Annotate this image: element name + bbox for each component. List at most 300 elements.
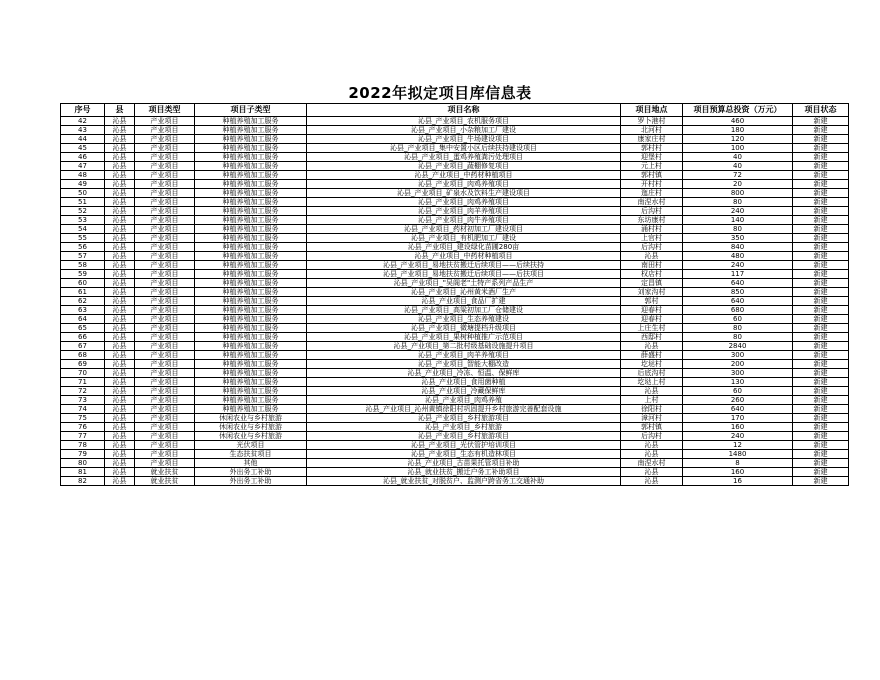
cell-index: 81 [61, 468, 105, 477]
cell-budget: 850 [683, 288, 793, 297]
cell-location: 南田村 [621, 261, 683, 270]
cell-project-name: 沁县_产业项目_有机肥加工厂建设 [307, 234, 621, 243]
cell-status: 新建 [793, 189, 849, 198]
cell-location: 后底沟村 [621, 369, 683, 378]
cell-location: 徐阳村 [621, 405, 683, 414]
table-row [61, 252, 849, 261]
cell-county: 沁县 [105, 387, 135, 396]
cell-budget: 12 [683, 441, 793, 450]
cell-county: 沁县 [105, 189, 135, 198]
cell-project-name: 沁县_就业扶贫_搬迁户务工补助项目 [307, 468, 621, 477]
cell-index: 46 [61, 153, 105, 162]
cell-index: 54 [61, 225, 105, 234]
cell-budget: 80 [683, 324, 793, 333]
cell-project-subtype: 种植养殖加工服务 [195, 234, 307, 243]
cell-project-subtype: 种植养殖加工服务 [195, 180, 307, 189]
cell-project-name: 沁县_产业项目_蛋鸡养殖粪污处理项目 [307, 153, 621, 162]
cell-project-name: 沁县_产业项目_蔬棚修复项目 [307, 162, 621, 171]
col-header-project-type: 项目类型 [135, 104, 195, 117]
cell-budget: 640 [683, 297, 793, 306]
cell-county: 沁县 [105, 171, 135, 180]
cell-location: 郭村镇 [621, 171, 683, 180]
col-header-index: 序号 [61, 104, 105, 117]
cell-index: 72 [61, 387, 105, 396]
cell-county: 沁县 [105, 288, 135, 297]
table-row [61, 324, 849, 333]
cell-project-subtype: 种植养殖加工服务 [195, 306, 307, 315]
cell-status: 新建 [793, 234, 849, 243]
cell-index: 49 [61, 180, 105, 189]
cell-county: 沁县 [105, 441, 135, 450]
cell-status: 新建 [793, 369, 849, 378]
cell-location: 西邸村 [621, 333, 683, 342]
cell-status: 新建 [793, 252, 849, 261]
cell-status: 新建 [793, 216, 849, 225]
cell-budget: 840 [683, 243, 793, 252]
cell-project-name: 沁县_产业项目_肉鸡养殖项目 [307, 198, 621, 207]
table-row [61, 297, 849, 306]
cell-project-subtype: 休闲农业与乡村旅游 [195, 423, 307, 432]
cell-project-name: 沁县_产业项目_肉牛养殖项目 [307, 216, 621, 225]
cell-location: 迎堡村 [621, 153, 683, 162]
cell-budget: 170 [683, 414, 793, 423]
table-row [61, 306, 849, 315]
cell-project-type: 产业项目 [135, 324, 195, 333]
cell-budget: 60 [683, 387, 793, 396]
cell-project-subtype: 种植养殖加工服务 [195, 126, 307, 135]
cell-project-subtype: 休闲农业与乡村旅游 [195, 414, 307, 423]
cell-project-subtype: 种植养殖加工服务 [195, 297, 307, 306]
cell-location: 上官村 [621, 234, 683, 243]
cell-status: 新建 [793, 117, 849, 126]
cell-project-subtype: 种植养殖加工服务 [195, 162, 307, 171]
table-row [61, 414, 849, 423]
cell-status: 新建 [793, 387, 849, 396]
cell-project-name: 沁县_产业项目_药材初加工厂建设项目 [307, 225, 621, 234]
cell-location: 迎春村 [621, 306, 683, 315]
cell-project-name: 沁县_产业项目_易地扶贫搬迁后续项目——后扶项目 [307, 270, 621, 279]
cell-project-subtype: 休闲农业与乡村旅游 [195, 432, 307, 441]
cell-status: 新建 [793, 414, 849, 423]
cell-project-type: 产业项目 [135, 135, 195, 144]
cell-status: 新建 [793, 324, 849, 333]
cell-index: 55 [61, 234, 105, 243]
cell-project-type: 产业项目 [135, 153, 195, 162]
cell-county: 沁县 [105, 459, 135, 468]
cell-county: 沁县 [105, 369, 135, 378]
cell-project-type: 产业项目 [135, 279, 195, 288]
cell-budget: 460 [683, 117, 793, 126]
cell-index: 70 [61, 369, 105, 378]
table-row [61, 207, 849, 216]
cell-budget: 680 [683, 306, 793, 315]
cell-project-subtype: 外出务工补助 [195, 477, 307, 486]
cell-budget: 16 [683, 477, 793, 486]
cell-project-subtype: 种植养殖加工服务 [195, 252, 307, 261]
cell-index: 67 [61, 342, 105, 351]
cell-location: 后沟村 [621, 432, 683, 441]
cell-location: 沁县 [621, 477, 683, 486]
table-row [61, 378, 849, 387]
cell-project-subtype: 种植养殖加工服务 [195, 225, 307, 234]
cell-project-subtype: 种植养殖加工服务 [195, 342, 307, 351]
cell-budget: 80 [683, 333, 793, 342]
cell-project-type: 产业项目 [135, 396, 195, 405]
table-row [61, 126, 849, 135]
cell-location: 南涅水村 [621, 459, 683, 468]
cell-project-type: 产业项目 [135, 306, 195, 315]
cell-status: 新建 [793, 207, 849, 216]
cell-project-name: 沁县_产业项目_肉羊养殖项目 [307, 351, 621, 360]
cell-project-type: 产业项目 [135, 459, 195, 468]
cell-location: 沁县 [621, 450, 683, 459]
cell-county: 沁县 [105, 297, 135, 306]
cell-index: 65 [61, 324, 105, 333]
cell-project-subtype: 种植养殖加工服务 [195, 369, 307, 378]
table-row [61, 423, 849, 432]
cell-project-subtype: 种植养殖加工服务 [195, 189, 307, 198]
cell-project-subtype: 种植养殖加工服务 [195, 261, 307, 270]
cell-county: 沁县 [105, 225, 135, 234]
cell-location: 沁县 [621, 252, 683, 261]
cell-index: 50 [61, 189, 105, 198]
cell-budget: 130 [683, 378, 793, 387]
cell-county: 沁县 [105, 306, 135, 315]
cell-project-subtype: 种植养殖加工服务 [195, 216, 307, 225]
cell-county: 沁县 [105, 324, 135, 333]
cell-project-type: 产业项目 [135, 207, 195, 216]
table-row [61, 270, 849, 279]
cell-project-type: 产业项目 [135, 261, 195, 270]
cell-status: 新建 [793, 315, 849, 324]
cell-index: 76 [61, 423, 105, 432]
cell-location: 刘家沟村 [621, 288, 683, 297]
cell-project-name: 沁县_产业项目_高粱初加工厂仓储建设 [307, 306, 621, 315]
table-row [61, 234, 849, 243]
cell-project-name: 沁县_产业项目_乡村旅游项目 [307, 432, 621, 441]
cell-status: 新建 [793, 279, 849, 288]
cell-budget: 72 [683, 171, 793, 180]
cell-index: 51 [61, 198, 105, 207]
cell-project-subtype: 种植养殖加工服务 [195, 351, 307, 360]
cell-budget: 300 [683, 351, 793, 360]
cell-project-type: 产业项目 [135, 405, 195, 414]
cell-project-name: 沁县_产业项目_肉鸡养殖 [307, 396, 621, 405]
cell-location: 北河村 [621, 126, 683, 135]
cell-project-subtype: 其他 [195, 459, 307, 468]
header-row [61, 104, 849, 117]
cell-location: 沁县 [621, 468, 683, 477]
cell-county: 沁县 [105, 279, 135, 288]
cell-index: 69 [61, 360, 105, 369]
cell-project-name: 沁县_产业项目_建设绿化苗圃280亩 [307, 243, 621, 252]
cell-budget: 640 [683, 279, 793, 288]
cell-location: 东坊康村 [621, 216, 683, 225]
cell-budget: 240 [683, 432, 793, 441]
table-row [61, 288, 849, 297]
cell-status: 新建 [793, 270, 849, 279]
cell-index: 58 [61, 261, 105, 270]
cell-status: 新建 [793, 180, 849, 189]
cell-status: 新建 [793, 126, 849, 135]
cell-location: 沁县 [621, 342, 683, 351]
cell-project-type: 产业项目 [135, 180, 195, 189]
cell-project-type: 产业项目 [135, 270, 195, 279]
table-row [61, 189, 849, 198]
table-row [61, 144, 849, 153]
cell-project-subtype: 光伏项目 [195, 441, 307, 450]
cell-project-type: 产业项目 [135, 288, 195, 297]
cell-project-type: 产业项目 [135, 117, 195, 126]
cell-project-subtype: 种植养殖加工服务 [195, 153, 307, 162]
cell-status: 新建 [793, 333, 849, 342]
cell-budget: 640 [683, 405, 793, 414]
table-row [61, 225, 849, 234]
cell-budget: 80 [683, 225, 793, 234]
cell-project-subtype: 种植养殖加工服务 [195, 360, 307, 369]
cell-index: 60 [61, 279, 105, 288]
cell-index: 74 [61, 405, 105, 414]
cell-project-type: 产业项目 [135, 243, 195, 252]
cell-project-subtype: 种植养殖加工服务 [195, 333, 307, 342]
cell-index: 79 [61, 450, 105, 459]
cell-index: 61 [61, 288, 105, 297]
cell-location: 圪垯上村 [621, 378, 683, 387]
cell-index: 53 [61, 216, 105, 225]
cell-status: 新建 [793, 135, 849, 144]
cell-project-type: 产业项目 [135, 225, 195, 234]
cell-index: 42 [61, 117, 105, 126]
cell-index: 78 [61, 441, 105, 450]
cell-budget: 350 [683, 234, 793, 243]
cell-status: 新建 [793, 198, 849, 207]
cell-project-name: 沁县_产业项目_肉鸡养殖项目 [307, 180, 621, 189]
cell-location: 圪垯村 [621, 360, 683, 369]
cell-project-name: 沁县_产业项目_乡村旅游 [307, 423, 621, 432]
cell-project-subtype: 种植养殖加工服务 [195, 117, 307, 126]
cell-index: 77 [61, 432, 105, 441]
cell-project-subtype: 种植养殖加工服务 [195, 198, 307, 207]
table-row [61, 216, 849, 225]
cell-index: 82 [61, 477, 105, 486]
cell-budget: 80 [683, 198, 793, 207]
cell-project-name: 沁县_产业项目_第二批村级基础设施提升项目 [307, 342, 621, 351]
cell-index: 64 [61, 315, 105, 324]
cell-budget: 140 [683, 216, 793, 225]
table-row [61, 468, 849, 477]
cell-project-subtype: 种植养殖加工服务 [195, 279, 307, 288]
cell-project-subtype: 种植养殖加工服务 [195, 387, 307, 396]
cell-budget: 800 [683, 189, 793, 198]
cell-status: 新建 [793, 171, 849, 180]
cell-location: 郭村镇 [621, 423, 683, 432]
cell-budget: 117 [683, 270, 793, 279]
cell-budget: 260 [683, 396, 793, 405]
cell-county: 沁县 [105, 270, 135, 279]
cell-project-type: 产业项目 [135, 423, 195, 432]
cell-status: 新建 [793, 351, 849, 360]
cell-status: 新建 [793, 144, 849, 153]
cell-project-name: 沁县_产业项目_集中安置小区后续扶持建设项目 [307, 144, 621, 153]
cell-location: 迎春村 [621, 315, 683, 324]
cell-county: 沁县 [105, 405, 135, 414]
cell-project-name: 沁县_产业项目_农机服务项目 [307, 117, 621, 126]
cell-project-type: 产业项目 [135, 315, 195, 324]
col-header-project-name: 项目名称 [307, 104, 621, 117]
table-row [61, 450, 849, 459]
cell-project-type: 产业项目 [135, 387, 195, 396]
cell-project-subtype: 种植养殖加工服务 [195, 378, 307, 387]
cell-project-subtype: 种植养殖加工服务 [195, 324, 307, 333]
cell-budget: 20 [683, 180, 793, 189]
cell-county: 沁县 [105, 477, 135, 486]
cell-project-type: 产业项目 [135, 432, 195, 441]
cell-location: 定昌镇 [621, 279, 683, 288]
cell-index: 57 [61, 252, 105, 261]
cell-location: 开村村 [621, 180, 683, 189]
cell-location: 郭村村 [621, 144, 683, 153]
cell-status: 新建 [793, 342, 849, 351]
cell-project-type: 产业项目 [135, 216, 195, 225]
cell-budget: 8 [683, 459, 793, 468]
cell-county: 沁县 [105, 126, 135, 135]
page-title: 2022年拟定项目库信息表 [348, 84, 532, 102]
cell-budget: 240 [683, 207, 793, 216]
cell-status: 新建 [793, 396, 849, 405]
cell-county: 沁县 [105, 216, 135, 225]
cell-county: 沁县 [105, 117, 135, 126]
cell-project-type: 产业项目 [135, 378, 195, 387]
cell-project-subtype: 种植养殖加工服务 [195, 315, 307, 324]
cell-budget: 60 [683, 315, 793, 324]
cell-project-name: 沁县_产业项目_小杂粮加工厂建设 [307, 126, 621, 135]
table-row [61, 279, 849, 288]
cell-budget: 300 [683, 369, 793, 378]
cell-project-type: 产业项目 [135, 369, 195, 378]
cell-status: 新建 [793, 288, 849, 297]
cell-location: 漳河村 [621, 414, 683, 423]
cell-status: 新建 [793, 378, 849, 387]
cell-project-type: 产业项目 [135, 360, 195, 369]
cell-index: 47 [61, 162, 105, 171]
cell-project-name: 沁县_产业项目_中药材种植项目 [307, 252, 621, 261]
cell-location: 薛盛村 [621, 351, 683, 360]
cell-status: 新建 [793, 360, 849, 369]
cell-project-name: 沁县_产业项目_牛场建设项目 [307, 135, 621, 144]
cell-county: 沁县 [105, 450, 135, 459]
cell-county: 沁县 [105, 180, 135, 189]
cell-index: 68 [61, 351, 105, 360]
table-row [61, 171, 849, 180]
cell-project-type: 产业项目 [135, 342, 195, 351]
cell-status: 新建 [793, 162, 849, 171]
cell-index: 43 [61, 126, 105, 135]
cell-project-name: 沁县_产业项目_冷冻、恒温、保鲜库 [307, 369, 621, 378]
cell-project-name: 沁县_产业项目_光伏管护培训项目 [307, 441, 621, 450]
cell-project-subtype: 生态扶贫项目 [195, 450, 307, 459]
cell-project-name: 沁县_产业项目_矿泉水及饮料生产建设项目 [307, 189, 621, 198]
cell-project-subtype: 种植养殖加工服务 [195, 171, 307, 180]
cell-project-name: 沁县_产业项目_食用菌种植 [307, 378, 621, 387]
cell-project-name: 沁县_产业项目_"吴阁老"土特产系列产品生产 [307, 279, 621, 288]
cell-location: 涌村村 [621, 225, 683, 234]
cell-budget: 40 [683, 153, 793, 162]
cell-project-type: 产业项目 [135, 441, 195, 450]
cell-budget: 100 [683, 144, 793, 153]
cell-budget: 40 [683, 162, 793, 171]
cell-county: 沁县 [105, 432, 135, 441]
cell-county: 沁县 [105, 243, 135, 252]
table-row [61, 351, 849, 360]
cell-project-subtype: 种植养殖加工服务 [195, 207, 307, 216]
cell-status: 新建 [793, 432, 849, 441]
table-row [61, 405, 849, 414]
col-header-status: 项目状态 [793, 104, 849, 117]
cell-county: 沁县 [105, 135, 135, 144]
cell-county: 沁县 [105, 342, 135, 351]
cell-index: 80 [61, 459, 105, 468]
cell-index: 52 [61, 207, 105, 216]
cell-project-name: 沁县_产业项目_微塘提档升级项目 [307, 324, 621, 333]
cell-county: 沁县 [105, 234, 135, 243]
cell-county: 沁县 [105, 153, 135, 162]
table-row [61, 441, 849, 450]
cell-index: 56 [61, 243, 105, 252]
cell-project-type: 产业项目 [135, 450, 195, 459]
cell-status: 新建 [793, 306, 849, 315]
cell-location: 沁县 [621, 441, 683, 450]
cell-status: 新建 [793, 405, 849, 414]
table-row [61, 396, 849, 405]
cell-status: 新建 [793, 423, 849, 432]
cell-project-name: 沁县_产业项目_智能大棚改造 [307, 360, 621, 369]
cell-project-type: 产业项目 [135, 189, 195, 198]
cell-project-name: 沁县_产业项目_易地扶贫搬迁后续项目——后续扶持 [307, 261, 621, 270]
cell-budget: 2840 [683, 342, 793, 351]
table-row [61, 333, 849, 342]
cell-location: 权店村 [621, 270, 683, 279]
cell-county: 沁县 [105, 198, 135, 207]
cell-project-type: 产业项目 [135, 351, 195, 360]
cell-index: 48 [61, 171, 105, 180]
table-row [61, 369, 849, 378]
table-row [61, 261, 849, 270]
cell-budget: 160 [683, 468, 793, 477]
table-row [61, 243, 849, 252]
table-row [61, 432, 849, 441]
col-header-location: 项目地点 [621, 104, 683, 117]
table-row [61, 180, 849, 189]
cell-status: 新建 [793, 468, 849, 477]
cell-project-name: 沁县_产业项目_乡村旅游项目 [307, 414, 621, 423]
cell-location: 元上村 [621, 162, 683, 171]
cell-budget: 180 [683, 126, 793, 135]
cell-budget: 480 [683, 252, 793, 261]
cell-project-type: 产业项目 [135, 414, 195, 423]
cell-index: 63 [61, 306, 105, 315]
cell-county: 沁县 [105, 144, 135, 153]
cell-project-type: 就业扶贫 [135, 468, 195, 477]
cell-project-subtype: 种植养殖加工服务 [195, 396, 307, 405]
cell-project-subtype: 种植养殖加工服务 [195, 288, 307, 297]
cell-index: 71 [61, 378, 105, 387]
cell-status: 新建 [793, 477, 849, 486]
cell-index: 45 [61, 144, 105, 153]
table-row [61, 198, 849, 207]
cell-location: 罗卜港村 [621, 117, 683, 126]
cell-location: 后沟村 [621, 207, 683, 216]
cell-county: 沁县 [105, 423, 135, 432]
